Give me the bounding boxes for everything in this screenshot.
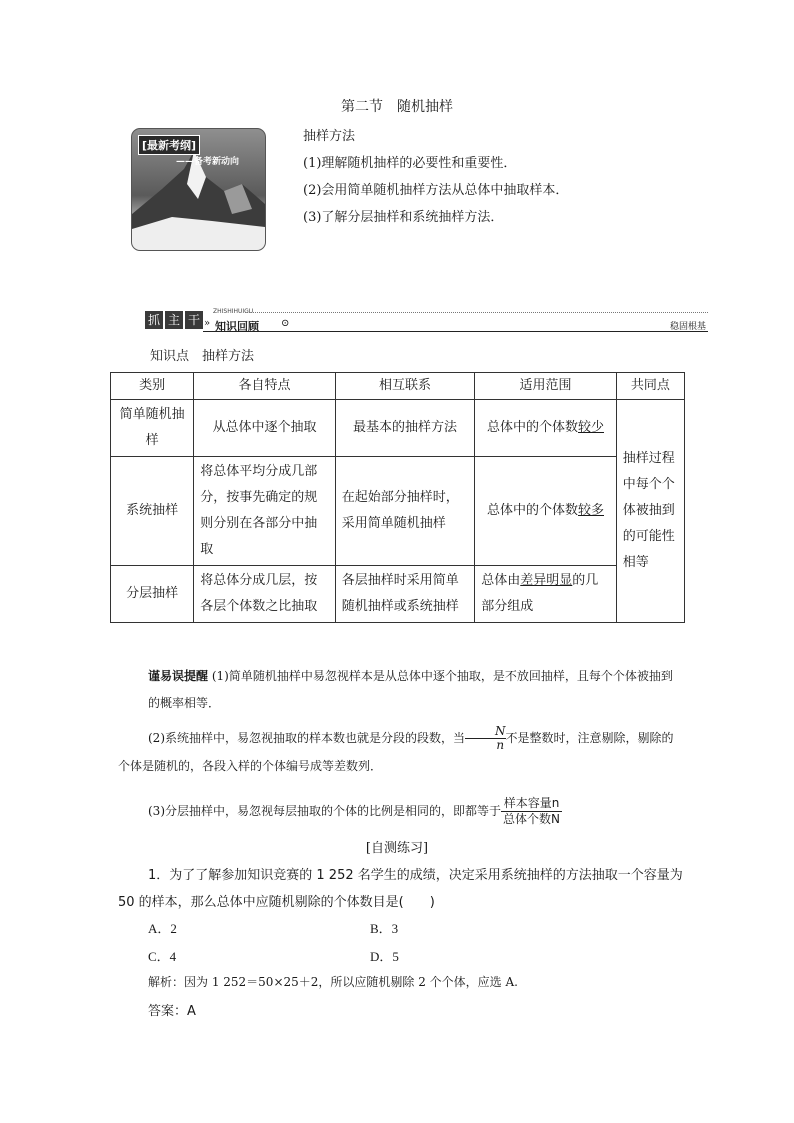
circle-arrow-icon: ⊙ (281, 318, 290, 329)
section-pinyin: ZHISHIHUIGU (213, 308, 254, 315)
option-d: D．5 (370, 949, 399, 964)
cell-scope (475, 566, 616, 623)
knowledge-point: 知识点 抽样方法 (150, 349, 255, 364)
fraction-denominator: n (496, 738, 505, 752)
cell-relation: 最基本的抽样方法 (335, 400, 474, 457)
reminder-paragraph-2 (118, 724, 684, 780)
reminder-paragraph-1 (118, 663, 684, 717)
cell-feature: 从总体中逐个抽取 (194, 400, 335, 457)
fraction-sample-over-total (501, 796, 562, 827)
reminder-label: 谨易误提醒 (148, 669, 209, 683)
reminder-text: 不是整数时，注意剔除，剔除的个体是随机的，各段入样的个体编号成等差数列． (118, 731, 674, 773)
table-header: 适用范围 (475, 373, 616, 400)
table-header: 共同点 (616, 373, 684, 400)
fraction-numerator: 样本容量n (501, 796, 562, 812)
cell-type: 分层抽样 (111, 566, 194, 623)
cell-feature: 将总体平均分成几部分，按事先确定的规则分别在各部分中抽取 (194, 457, 335, 566)
scope-underlined: 较少 (577, 420, 604, 435)
exam-outline-sub: ——备考新动向 (176, 157, 240, 167)
section-tag: 主 (165, 311, 183, 329)
aims-heading: 抽样方法 (303, 129, 356, 144)
scope-text: 的几部分组成 (481, 573, 599, 614)
aim-item: (1)理解随机抽样的必要性和重要性． (303, 156, 517, 171)
table-row (111, 400, 685, 457)
scope-underlined: 差异明显 (520, 573, 573, 588)
section-tag: 抓 (145, 311, 163, 329)
reminder-text: (1)简单随机抽样中易忽视样本是从总体中逐个抽取，是不放回抽样，且每个个体被抽到的概率相等． (148, 669, 673, 710)
section-tag: 干 (185, 311, 203, 329)
reminder-paragraph-3 (148, 796, 684, 827)
table-header: 类别 (111, 373, 194, 400)
cell-scope (475, 457, 616, 566)
section-rule (203, 331, 708, 332)
practice-heading: [自测练习] (365, 841, 429, 856)
table-header: 各自特点 (194, 373, 335, 400)
scope-text: 总体中的个体数 (486, 420, 578, 435)
answer: 答案：A (148, 1004, 196, 1019)
section-title: 知识回顾 (215, 320, 259, 333)
section-dotted-rule (245, 312, 708, 313)
reminder-text: (2)系统抽样中，易忽视抽取的样本数也就是分段的段数，当 (148, 731, 466, 745)
section-right-label: 稳固根基 (669, 322, 706, 332)
cell-type: 简单随机抽样 (111, 400, 194, 457)
cell-type: 系统抽样 (111, 457, 194, 566)
cell-scope (475, 400, 616, 457)
fraction-N-over-n (465, 725, 506, 752)
aim-item: (2)会用简单随机抽样方法从总体中抽取样本． (303, 183, 569, 198)
option-a: A．2 (148, 921, 177, 936)
table-header-row (111, 373, 685, 400)
fraction-numerator: N (465, 725, 506, 739)
cell-relation: 在起始部分抽样时，采用简单随机抽样 (335, 457, 474, 566)
cell-relation: 各层抽样时采用简单随机抽样或系统抽样 (335, 566, 474, 623)
section-bar (145, 308, 708, 333)
option-c: C．4 (148, 949, 177, 964)
table-row (111, 566, 685, 623)
analysis: 解析：因为 1 252＝50×25＋2，所以应随机剔除 2 个个体，应选 A. (148, 975, 518, 989)
option-b: B．3 (370, 921, 399, 936)
mountain-image (131, 128, 266, 251)
aim-item: (3)了解分层抽样和系统抽样方法． (303, 210, 504, 225)
cell-common: 抽样过程中每个个体被抽到的可能性相等 (616, 400, 684, 623)
scope-text: 总体中的个体数 (486, 503, 578, 518)
page-title: 第二节 随机抽样 (341, 99, 453, 115)
double-arrow-icon: » (204, 318, 211, 329)
cell-feature: 将总体分成几层，按各层个体数之比抽取 (194, 566, 335, 623)
exam-outline-label: [最新考纲] (138, 135, 200, 155)
fraction-denominator: 总体个数N (503, 812, 560, 826)
scope-text: 总体由 (481, 573, 521, 588)
scope-underlined: 较多 (577, 503, 604, 518)
table-row (111, 457, 685, 566)
question-stem: 1．为了了解参加知识竞赛的 1 252 名学生的成绩，决定采用系统抽样的方法抽取一个容量为 50 的样本，那么总体中应随机剔除的个体数目是( ) (118, 868, 683, 910)
table-header: 相互联系 (335, 373, 474, 400)
reminder-text: (3)分层抽样中，易忽视每层抽取的个体的比例是相同的，即都等于 (148, 804, 502, 818)
sampling-table (110, 372, 685, 623)
